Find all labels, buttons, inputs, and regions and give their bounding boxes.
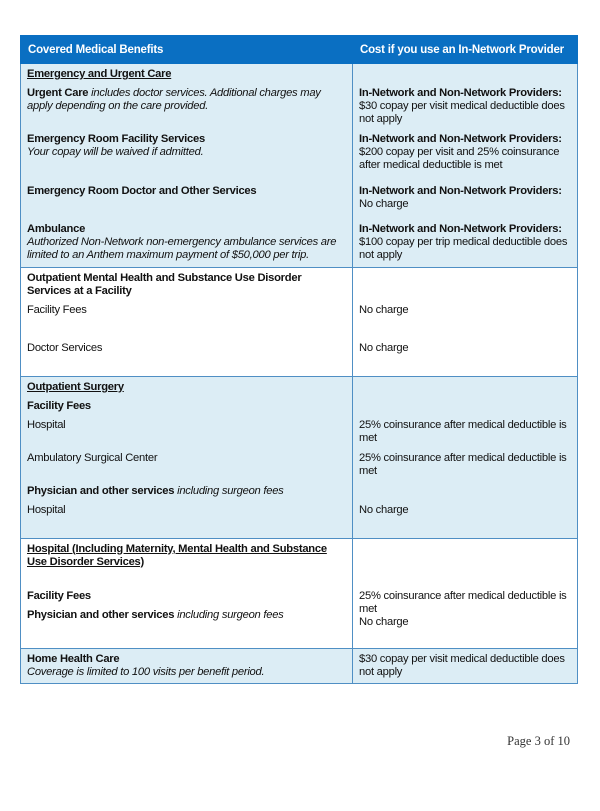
cost-value: No charge (359, 198, 409, 211)
outpatient-surgery-benefits-cell (21, 376, 353, 538)
urgent-care-item (27, 87, 346, 133)
section-title: Emergency and Urgent Care (27, 68, 172, 80)
section-title: Outpatient Mental Health and Substance Use Disorder Services at a Facility (27, 271, 302, 297)
table-row-outpatient-surgery (21, 376, 578, 538)
subsection-title: Facility Fees (27, 399, 91, 412)
item-name: Facility Fees (27, 589, 91, 602)
cost-label: In-Network and Non-Network Providers: (359, 133, 562, 145)
item-name: Emergency Room Doctor and Other Services (27, 185, 257, 197)
cost-value: $30 copay per visit medical deductible does not apply (359, 653, 565, 679)
ambulance-item (27, 223, 346, 263)
outpatient-mental-benefits-cell (21, 267, 353, 376)
table-header-row (21, 36, 578, 64)
item-name: Urgent Care (27, 87, 89, 99)
item-name: Doctor Services (27, 341, 103, 354)
section-title: Outpatient Surgery (27, 380, 124, 393)
cost-value: 25% coinsurance after medical deductible is met (359, 589, 567, 615)
item-note: Coverage is limited to 100 visits per benefit period. (27, 666, 265, 679)
cost-value: No charge (359, 616, 409, 629)
section-title: Hospital (Including Maternity, Mental Health and Substance Use Disorder Services) (27, 542, 327, 568)
cost-value: 25% coinsurance after medical deductible is met (359, 418, 567, 444)
item-note: including surgeon fees (174, 608, 284, 621)
cost-value: No charge (359, 303, 409, 316)
cost-label: In-Network and Non-Network Providers: (359, 185, 562, 197)
hospital-cost-cell (353, 538, 578, 648)
page-number: Page 3 of 10 (507, 734, 570, 749)
page-footer (0, 734, 600, 764)
cost-value: No charge (359, 341, 409, 354)
item-note: Your copay will be waived if admitted. (27, 146, 204, 159)
urgent-care-cost (359, 87, 571, 133)
item-name: Hospital (27, 503, 66, 516)
cost-value: $200 copay per visit and 25% coinsurance after medical deductible is met (359, 146, 560, 172)
subsection-title: Physician and other services (27, 484, 175, 497)
item-note: includes doctor services. Additional charges may apply depending on the care provided. (27, 87, 321, 113)
cost-value: No charge (359, 503, 409, 516)
benefits-table (20, 35, 578, 684)
item-name: Hospital (27, 418, 66, 431)
er-doctor-cost (359, 185, 571, 223)
table-row-home-health (21, 649, 578, 684)
er-facility-item (27, 133, 346, 185)
emergency-benefits-cell (21, 64, 353, 268)
item-name: Ambulatory Surgical Center (27, 451, 158, 464)
cost-value: $100 copay per trip medical deductible does not apply (359, 236, 568, 262)
ambulance-cost (359, 223, 571, 263)
item-name: Facility Fees (27, 303, 87, 316)
table-row-outpatient-mental-health (21, 267, 578, 376)
er-doctor-item (27, 185, 346, 223)
home-health-benefits-cell (21, 649, 353, 684)
emergency-cost-cell (353, 64, 578, 268)
item-name: Emergency Room Facility Services (27, 133, 205, 145)
table-row-hospital (21, 538, 578, 648)
er-facility-cost (359, 133, 571, 185)
header-covered-benefits: Covered Medical Benefits (21, 36, 353, 64)
item-note: Authorized Non-Network non-emergency ambulance services are limited to an Anthem maximum payment of $50,000 per trip. (27, 236, 337, 262)
outpatient-mental-cost-cell (353, 267, 578, 376)
cost-value: $30 copay per visit medical deductible does not apply (359, 100, 565, 126)
item-name: Home Health Care (27, 653, 120, 666)
table-row-emergency (21, 64, 578, 268)
cost-label: In-Network and Non-Network Providers: (359, 87, 562, 99)
cost-value: 25% coinsurance after medical deductible is met (359, 451, 567, 477)
outpatient-surgery-cost-cell (353, 376, 578, 538)
header-in-network-cost: Cost if you use an In-Network Provider (353, 36, 578, 64)
home-health-cost-cell (353, 649, 578, 684)
item-note: including surgeon fees (174, 484, 284, 497)
cost-label: In-Network and Non-Network Providers: (359, 223, 562, 235)
hospital-benefits-cell (21, 538, 353, 648)
item-name: Ambulance (27, 223, 86, 235)
item-name: Physician and other services (27, 608, 175, 621)
